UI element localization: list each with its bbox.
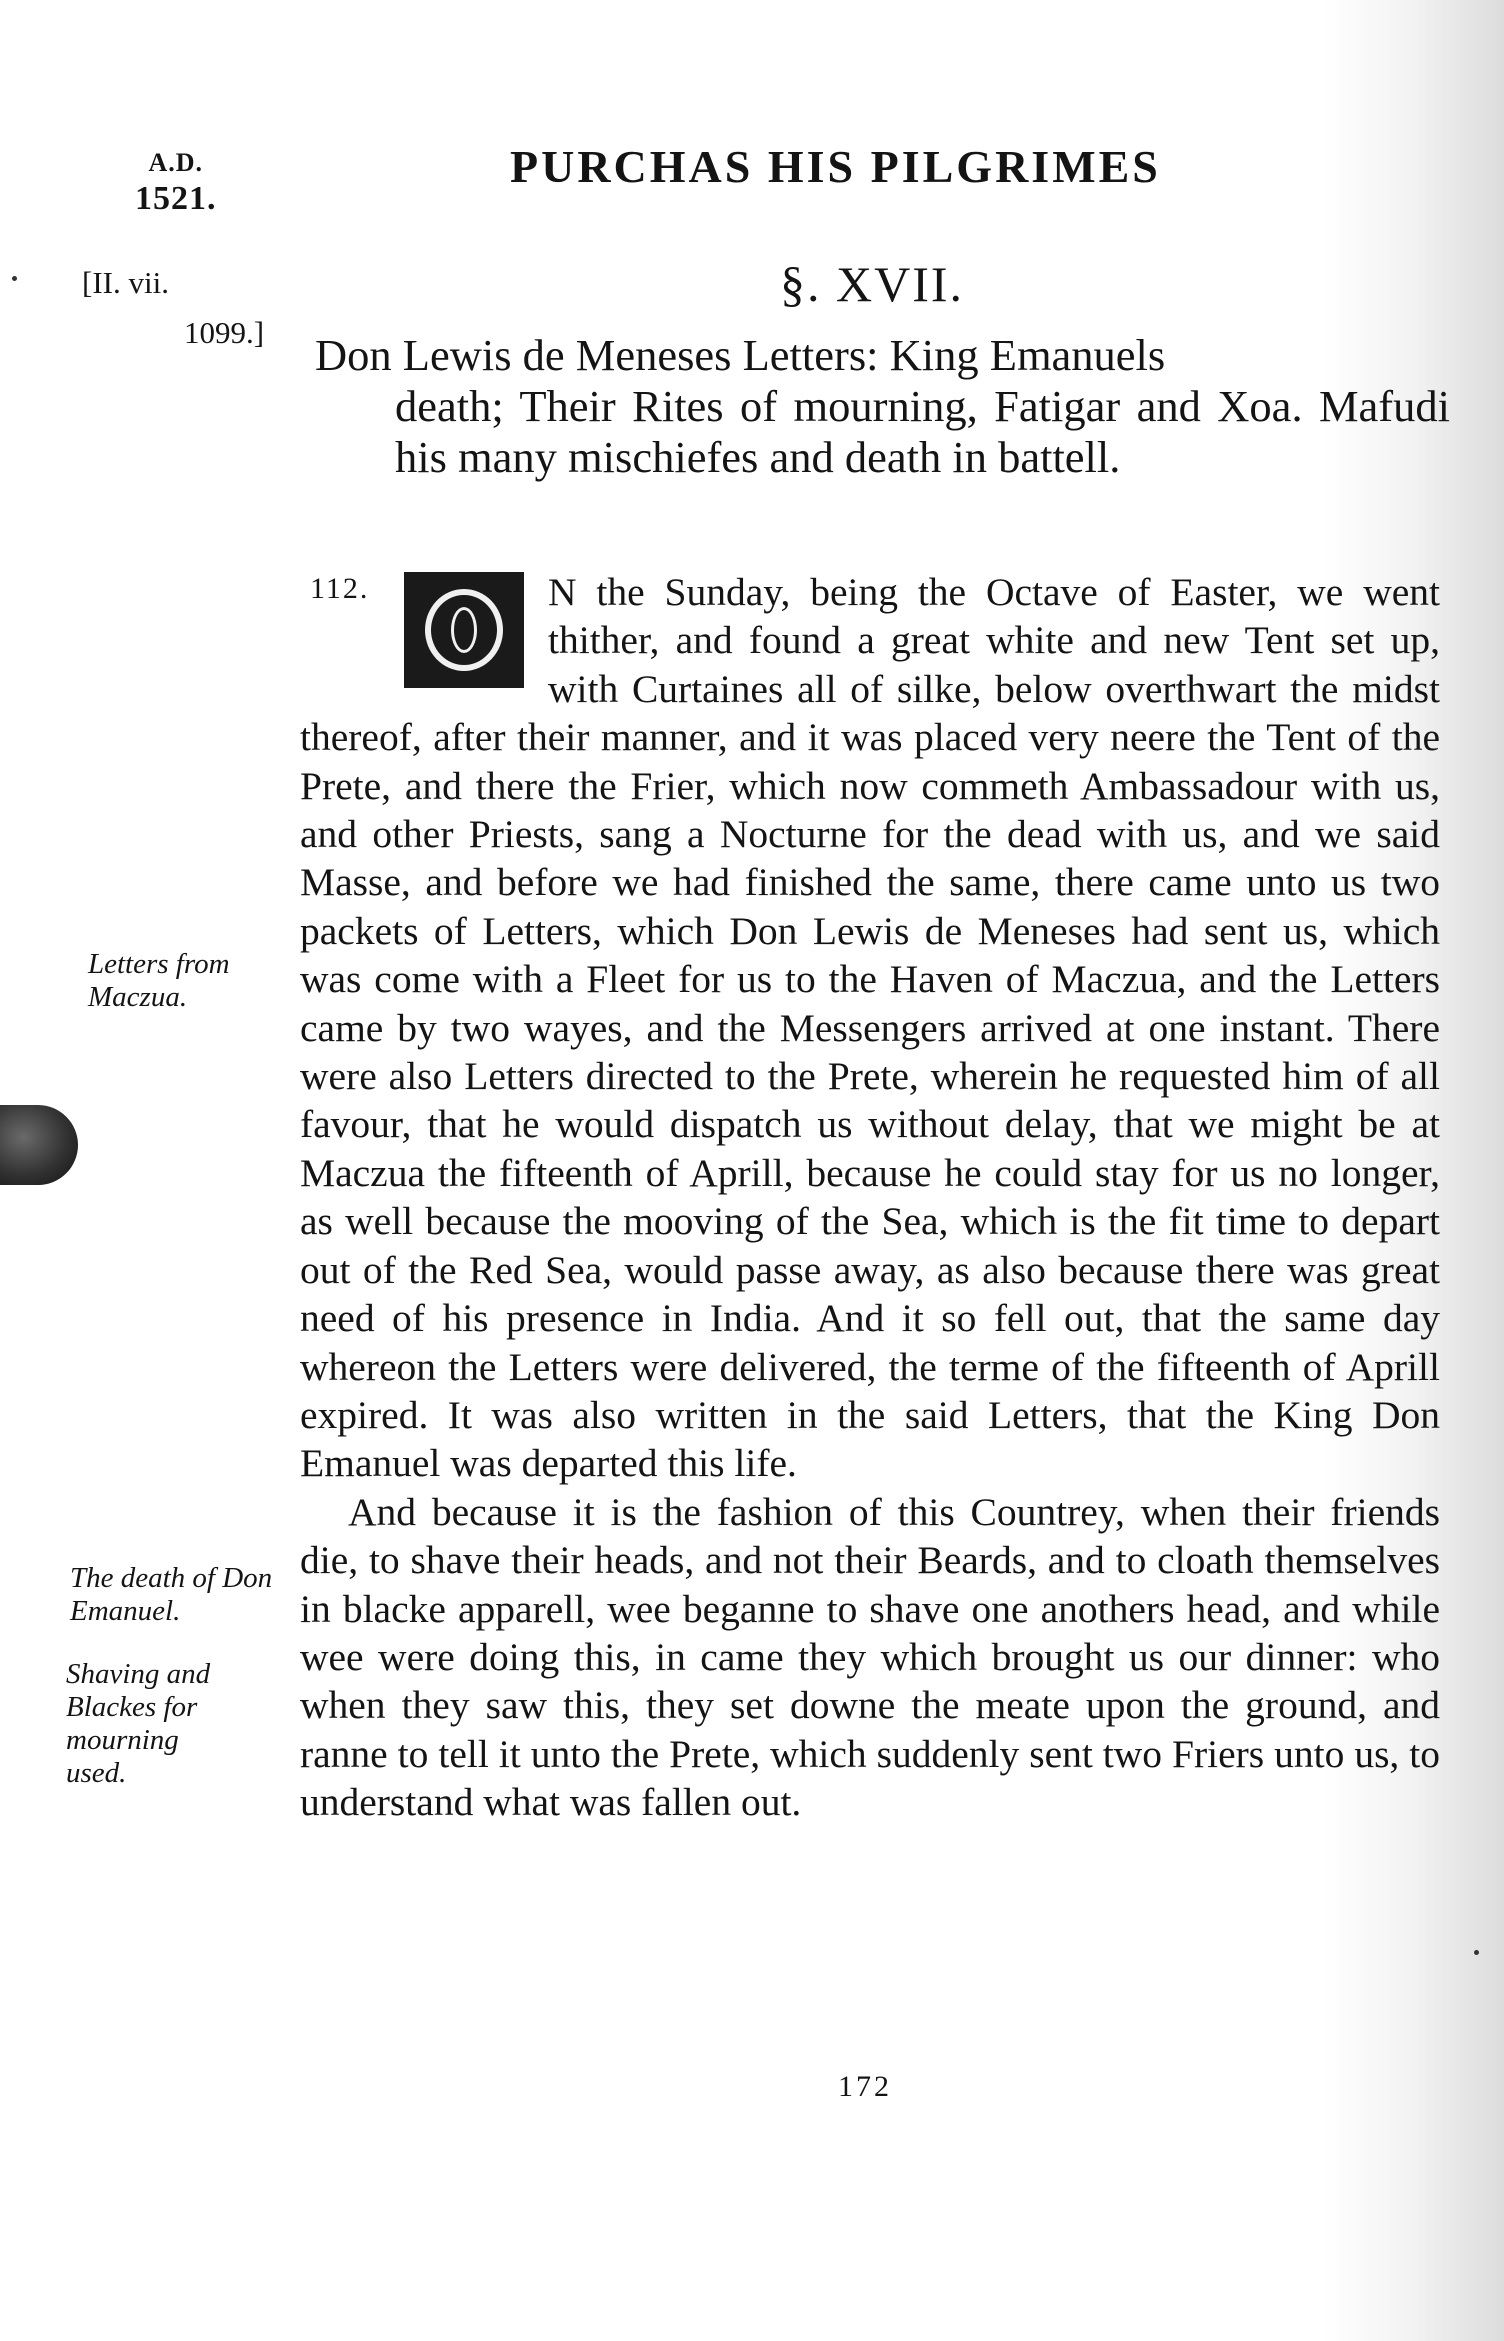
dropcap-ornament xyxy=(404,572,524,688)
heading-continuation: death; Their Rites of mourning, Fatigar and Xoa. Mafudi his many mischiefes and death in battell. xyxy=(395,381,1450,482)
ink-speck xyxy=(1474,1950,1479,1955)
body-text xyxy=(300,568,1440,1827)
page-number: 172 xyxy=(838,2070,892,2103)
margin-note-shaving: Shaving and Blackes for mourning used. xyxy=(66,1658,211,1789)
running-title: PURCHAS HIS PILGRIMES xyxy=(510,141,1161,192)
paragraph-1 xyxy=(300,568,1440,1488)
margin-note-letters: Letters from Maczua. xyxy=(88,948,230,1013)
year-block xyxy=(135,148,217,218)
section-mark: §. XVII. xyxy=(780,256,965,312)
original-ref-page: 1099.] xyxy=(184,315,265,350)
original-ref-volume: [II. vii. xyxy=(82,265,169,300)
margin-note-death: The death of Don Emanuel. xyxy=(70,1562,273,1627)
thumb-shadow xyxy=(0,1105,78,1185)
ink-speck xyxy=(12,276,17,281)
heading-first-line: Don Lewis de Meneses Letters: King Emanuels xyxy=(315,330,1166,380)
section-heading xyxy=(315,330,1450,483)
original-page-reference xyxy=(82,258,264,358)
paragraph-number: 112. xyxy=(310,572,370,605)
paragraph-1-text: N the Sunday, being the Octave of Easter, we went thither, and found a great white and new Tent set up, with Curtaines all of silke, below overthwart the midst thereof, after their manner, and it was placed very neere the Tent of the Prete, and there the Frier, which now commeth Ambassadour with us, and other Priests, sang a Nocturne for the dead with us, and we said Masse, and before we had finished the same, there came unto us two packets of Letters, which Don Lewis de Meneses had sent us, which was come with a Fleet for us to the Haven of Maczua, and the Letters came by two wayes, and the Messengers arrived at one instant. There were also Letters directed to the Prete, wherein he requested him of all favour, that he would dispatch us without delay, that we might be at Maczua the fifteenth of Aprill, because he could stay for us no longer, as well because the mooving of the Sea, which is the fit time to depart out of the Red Sea, would passe away, as also because there was great need of his presence in India. And it so fell out, that the same day whereon the Letters were delivered, the terme of the fifteenth of Aprill expired. It was also written in the said Letters, that the King Don Emanuel was departed this life. xyxy=(300,570,1440,1486)
paragraph-2: And because it is the fashion of this Countrey, when their friends die, to shave their heads, and not their Beards, and to cloath themselves in blacke apparell, wee beganne to shave one anothers head, and while wee were doing this, in came they which brought us our dinner: who when they saw this, they set downe the meate upon the ground, and ranne to tell it unto the Prete, which suddenly sent two Friers unto us, to understand what was fallen out. xyxy=(300,1489,1440,1825)
ad-label: A.D. xyxy=(148,148,204,177)
year-label: 1521. xyxy=(135,180,217,217)
